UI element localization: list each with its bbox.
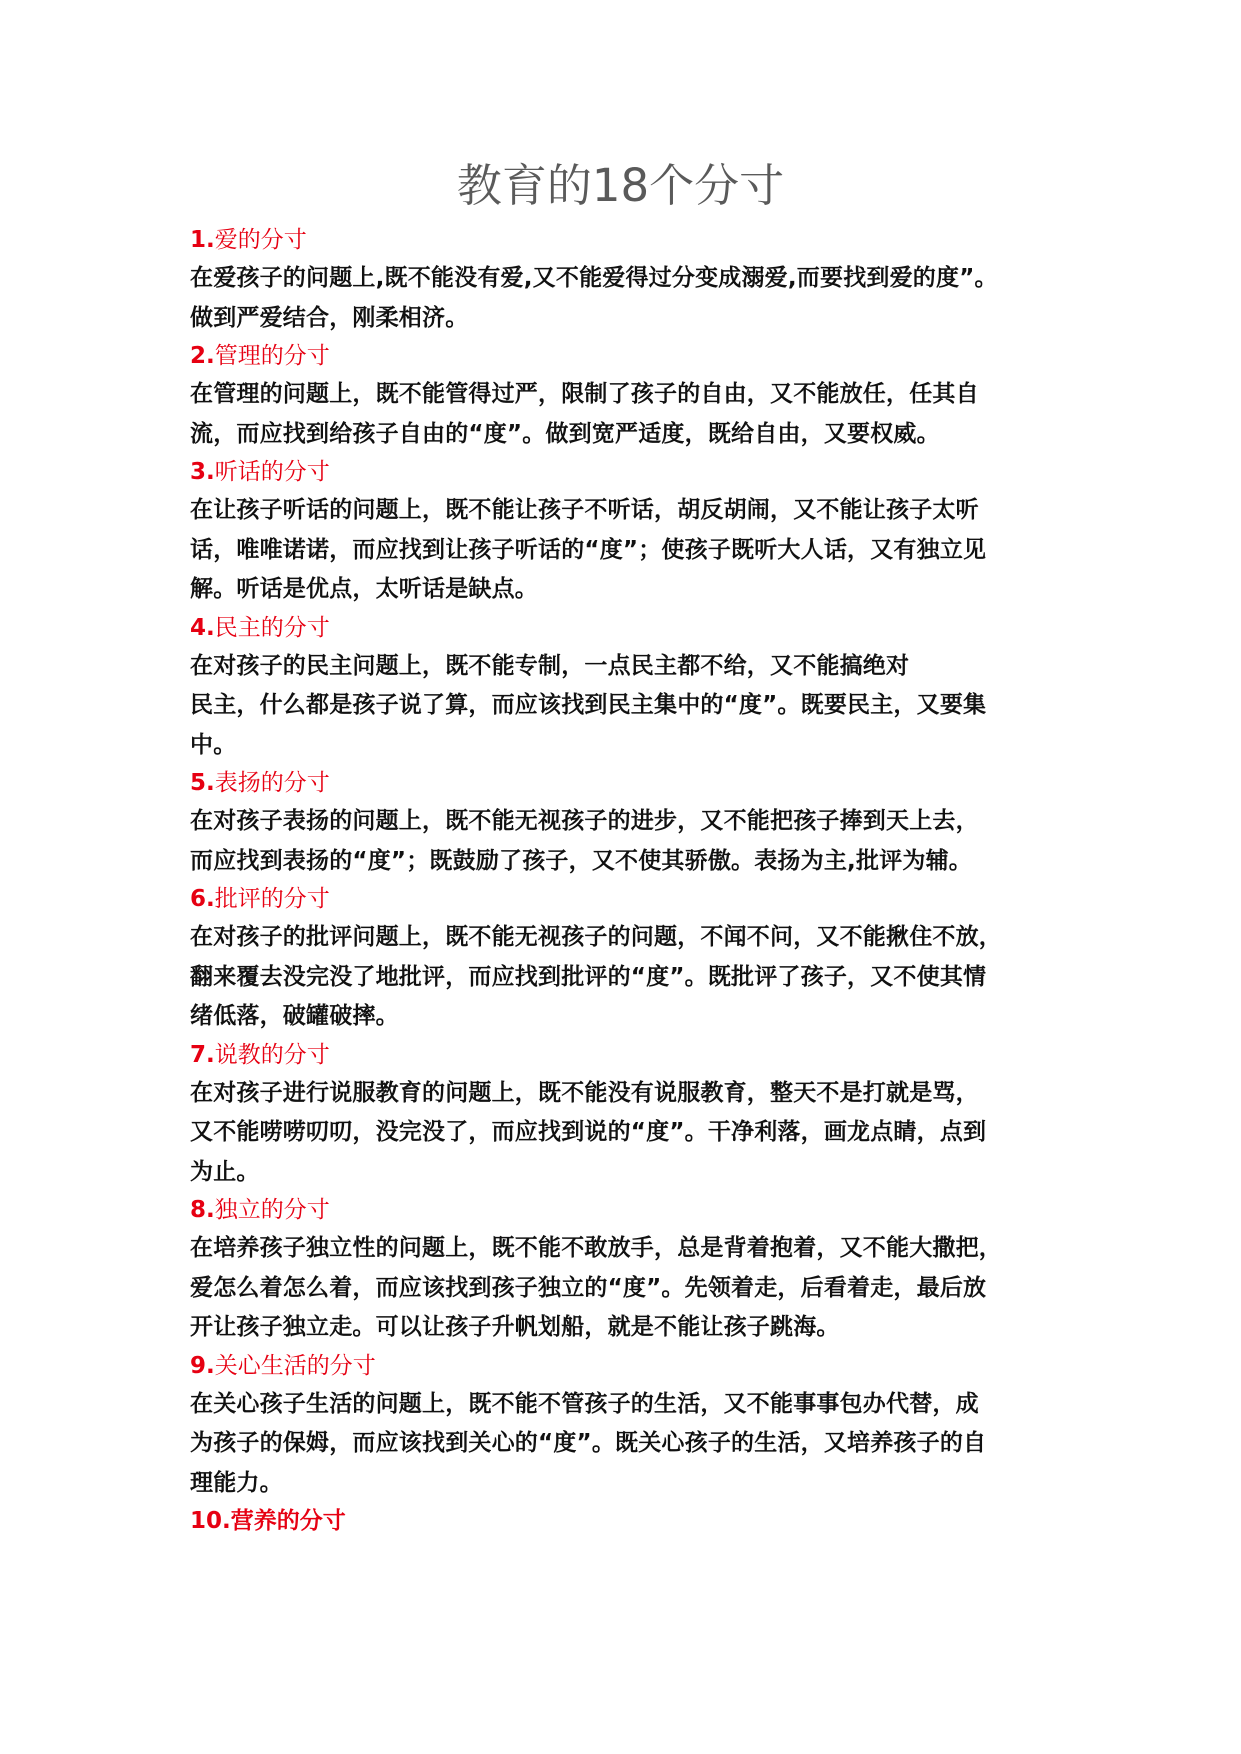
body-line: 又不能唠唠叨叨，没完没了，而应找到说的“度”。干净利落，画龙点睛，点到 — [190, 1119, 987, 1145]
section-9 — [190, 1348, 1070, 1504]
body-line: 在让孩子听话的问题上，既不能让孩子不听话，胡反胡闹，又不能让孩子太听 — [190, 497, 979, 523]
body-line: 做到严爱结合，刚柔相济。 — [190, 304, 469, 331]
body-line: 绪低落，破罐破摔。 — [190, 1003, 399, 1029]
section-body — [190, 1385, 1070, 1504]
section-7 — [190, 1037, 1070, 1193]
document-content — [190, 222, 1070, 1540]
section-heading-text: 管理的分寸 — [214, 343, 330, 369]
section-heading — [190, 338, 1070, 375]
body-line: 在对孩子的批评问题上，既不能无视孩子的问题，不闻不问，又不能揪住不放， — [190, 924, 1002, 950]
section-number: 9. — [190, 1352, 215, 1379]
body-line: 在培养孩子独立性的问题上，既不能不敢放手，总是背着抱着，又不能大撒把， — [190, 1235, 1002, 1261]
body-line: 在爱孩子的问题上,既不能没有爱,又不能爱得过分变成溺爱,而要找到爱的度”。 — [190, 265, 998, 291]
section-body — [190, 375, 1070, 454]
body-line: 爱怎么着怎么着，而应该找到孩子独立的“度”。先领着走，后看着走，最后放 — [190, 1274, 987, 1301]
body-line: 开让孩子独立走。可以让孩子升帆划船，就是不能让孩子跳海。 — [190, 1314, 840, 1340]
body-line: 在管理的问题上，既不能管得过严，限制了孩子的自由，又不能放任，任其自 — [190, 381, 979, 407]
body-line: 中。 — [190, 731, 237, 758]
section-body — [190, 802, 1070, 881]
section-number: 6. — [190, 886, 215, 912]
section-heading — [190, 454, 1070, 491]
section-6 — [190, 881, 1070, 1037]
section-heading — [190, 1192, 1070, 1229]
section-body — [190, 491, 1070, 610]
section-heading-text: 说教的分寸 — [214, 1041, 330, 1068]
body-line: 民主，什么都是孩子说了算，而应该找到民主集中的“度”。既要民主，又要集 — [190, 692, 987, 718]
section-heading-text: 民主的分寸 — [214, 614, 330, 641]
section-2 — [190, 338, 1070, 454]
body-line: 解。听话是优点，太听话是缺点。 — [190, 576, 538, 602]
section-10 — [190, 1503, 1070, 1540]
section-heading-text: 营养的分寸 — [230, 1508, 346, 1534]
section-heading-text: 独立的分寸 — [214, 1197, 330, 1223]
section-heading — [190, 1037, 1070, 1074]
section-number: 8. — [190, 1197, 215, 1223]
section-number: 7. — [190, 1041, 215, 1068]
section-1 — [190, 222, 1070, 338]
section-number: 2. — [190, 343, 215, 369]
body-line: 在对孩子的民主问题上，既不能专制，一点民主都不给，又不能搞绝对 — [190, 652, 910, 679]
body-line: 为孩子的保姆，而应该找到关心的“度”。既关心孩子的生活，又培养孩子的自 — [190, 1430, 987, 1456]
section-body — [190, 918, 1070, 1037]
section-heading — [190, 610, 1070, 647]
document-title: 教育的18个分寸 — [456, 159, 785, 212]
section-heading-text: 关心生活的分寸 — [214, 1352, 376, 1379]
section-8 — [190, 1192, 1070, 1348]
section-body — [190, 1074, 1070, 1193]
section-heading-text: 听话的分寸 — [214, 459, 330, 485]
body-line: 话，唯唯诺诺，而应找到让孩子听话的“度”；使孩子既听大人话，又有独立见 — [190, 536, 987, 563]
section-body — [190, 1229, 1070, 1348]
body-line: 理能力。 — [190, 1469, 283, 1496]
section-heading — [190, 881, 1070, 918]
section-heading — [190, 765, 1070, 802]
body-line: 在对孩子表扬的问题上，既不能无视孩子的进步，又不能把孩子捧到天上去， — [190, 808, 979, 834]
section-heading-text: 爱的分寸 — [214, 227, 307, 253]
section-heading — [190, 1503, 1070, 1540]
section-number: 4. — [190, 614, 215, 641]
body-line: 在关心孩子生活的问题上，既不能不管孩子的生活，又不能事事包办代替，成 — [190, 1390, 979, 1417]
section-number: 3. — [190, 459, 215, 485]
section-heading-text: 批评的分寸 — [214, 886, 330, 912]
body-line: 为止。 — [190, 1158, 260, 1185]
section-heading — [190, 1348, 1070, 1385]
section-body — [190, 647, 1070, 766]
section-3 — [190, 454, 1070, 610]
section-4 — [190, 610, 1070, 766]
section-number: 1. — [190, 227, 215, 253]
section-number: 5. — [190, 770, 215, 796]
body-line: 翻来覆去没完没了地批评，而应找到批评的“度”。既批评了孩子，又不使其情 — [190, 963, 987, 990]
section-heading — [190, 222, 1070, 259]
section-heading-text: 表扬的分寸 — [214, 770, 330, 796]
body-line: 在对孩子进行说服教育的问题上，既不能没有说服教育，整天不是打就是骂， — [190, 1079, 979, 1106]
section-body — [190, 259, 1070, 338]
section-5 — [190, 765, 1070, 881]
body-line: 而应找到表扬的“度”；既鼓励了孩子，又不使其骄傲。表扬为主,批评为辅。 — [190, 847, 972, 874]
section-number: 10. — [190, 1508, 231, 1534]
body-line: 流，而应找到给孩子自由的“度”。做到宽严适度，既给自由，又要权威。 — [190, 420, 940, 447]
